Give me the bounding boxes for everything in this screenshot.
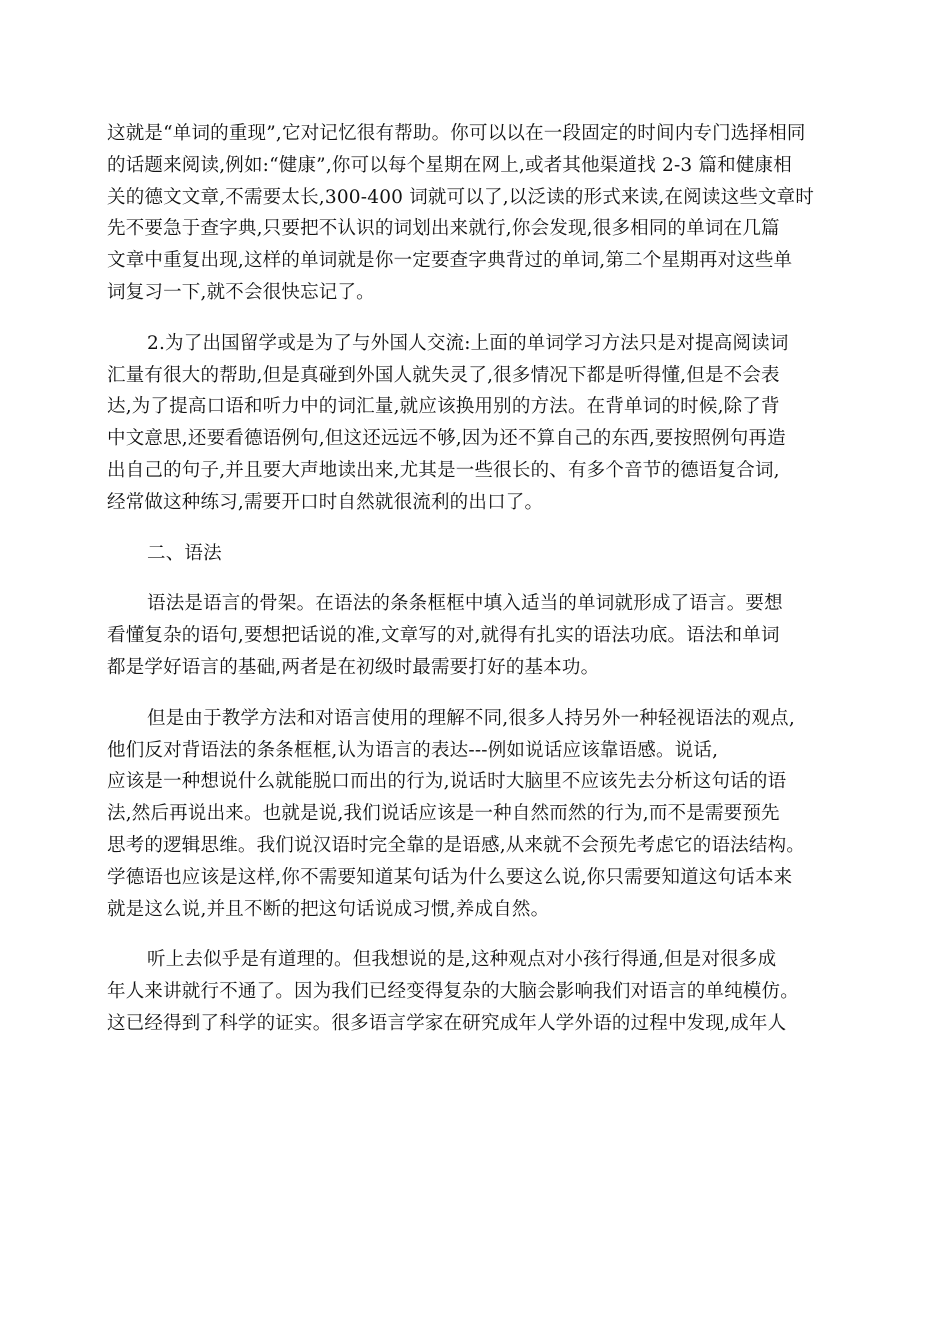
text-line: 经常做这种练习,需要开口时自然就很流利的出口了。 bbox=[107, 491, 544, 513]
section-heading: 二、语法 bbox=[147, 542, 222, 564]
text-line: 2.为了出国留学或是为了与外国人交流:上面的单词学习方法只是对提高阅读词 bbox=[147, 332, 789, 354]
text-line: 中文意思,还要看德语例句,但这还远远不够,因为还不算自己的东西,要按照例句再造 bbox=[107, 428, 786, 450]
text-line: 但是由于教学方法和对语言使用的理解不同,很多人持另外一种轻视语法的观点, bbox=[147, 707, 795, 729]
text-line: 汇量有很大的帮助,但是真碰到外国人就失灵了,很多情况下都是听得懂,但是不会表 bbox=[107, 364, 780, 386]
text-line: 年人来讲就行不通了。因为我们已经变得复杂的大脑会影响我们对语言的单纯模仿。 bbox=[107, 981, 799, 1003]
paragraph-speaking-vocabulary bbox=[107, 328, 852, 519]
text-line: 听上去似乎是有道理的。但我想说的是,这种观点对小孩行得通,但是对很多成 bbox=[147, 949, 777, 971]
section-heading-grammar bbox=[107, 538, 852, 570]
text-line: 学德语也应该是这样,你不需要知道某句话为什么要这么说,你只需要知道这句话本来 bbox=[107, 866, 793, 888]
text-line: 的话题来阅读,例如:“健康”,你可以每个星期在网上,或者其他渠道找 2-3 篇和健康相 bbox=[107, 154, 792, 176]
text-line: 他们反对背语法的条条框框,认为语言的表达---例如说话应该靠语感。说话, bbox=[107, 739, 719, 761]
text-line: 词复习一下,就不会很快忘记了。 bbox=[107, 281, 375, 303]
text-line: 都是学好语言的基础,两者是在初级时最需要打好的基本功。 bbox=[107, 656, 600, 678]
text-line: 先不要急于查字典,只要把不认识的词划出来就行,你会发现,很多相同的单词在几篇 bbox=[107, 218, 780, 240]
text-line: 看懂复杂的语句,要想把话说的准,文章写的对,就得有扎实的语法功底。语法和单词 bbox=[107, 625, 780, 647]
text-line: 达,为了提高口语和听力中的词汇量,就应该换用别的方法。在背单词的时候,除了背 bbox=[107, 396, 780, 418]
paragraph-adult-learning bbox=[107, 944, 852, 1039]
text-line: 文章中重复出现,这样的单词就是你一定要查字典背过的单词,第二个星期再对这些单 bbox=[107, 250, 793, 272]
paragraph-language-sense bbox=[107, 703, 852, 926]
text-line: 语法是语言的骨架。在语法的条条框框中填入适当的单词就形成了语言。要想 bbox=[147, 593, 783, 615]
text-line: 应该是一种想说什么就能脱口而出的行为,说话时大脑里不应该先去分析这句话的语 bbox=[107, 771, 787, 793]
text-line: 就是这么说,并且不断的把这句话说成习惯,养成自然。 bbox=[107, 898, 550, 920]
paragraph-grammar-skeleton bbox=[107, 588, 852, 683]
text-line: 出自己的句子,并且要大声地读出来,尤其是一些很长的、有多个音节的德语复合词, bbox=[107, 459, 780, 481]
text-line: 思考的逻辑思维。我们说汉语时完全靠的是语感,从来就不会预先考虑它的语法结构。 bbox=[107, 834, 805, 856]
text-line: 关的德文文章,不需要太长,300-400 词就可以了,以泛读的形式来读,在阅读这些文章时 bbox=[107, 186, 815, 208]
text-line: 法,然后再说出来。也就是说,我们说话应该是一种自然而然的行为,而不是需要预先 bbox=[107, 803, 780, 825]
paragraph-word-review bbox=[107, 118, 852, 309]
text-line: 这就是“单词的重现”,它对记忆很有帮助。你可以以在一段固定的时间内专门选择相同 bbox=[107, 123, 806, 144]
text-line: 这已经得到了科学的证实。很多语言学家在研究成年人学外语的过程中发现,成年人 bbox=[107, 1012, 787, 1034]
document-body bbox=[107, 118, 852, 1040]
